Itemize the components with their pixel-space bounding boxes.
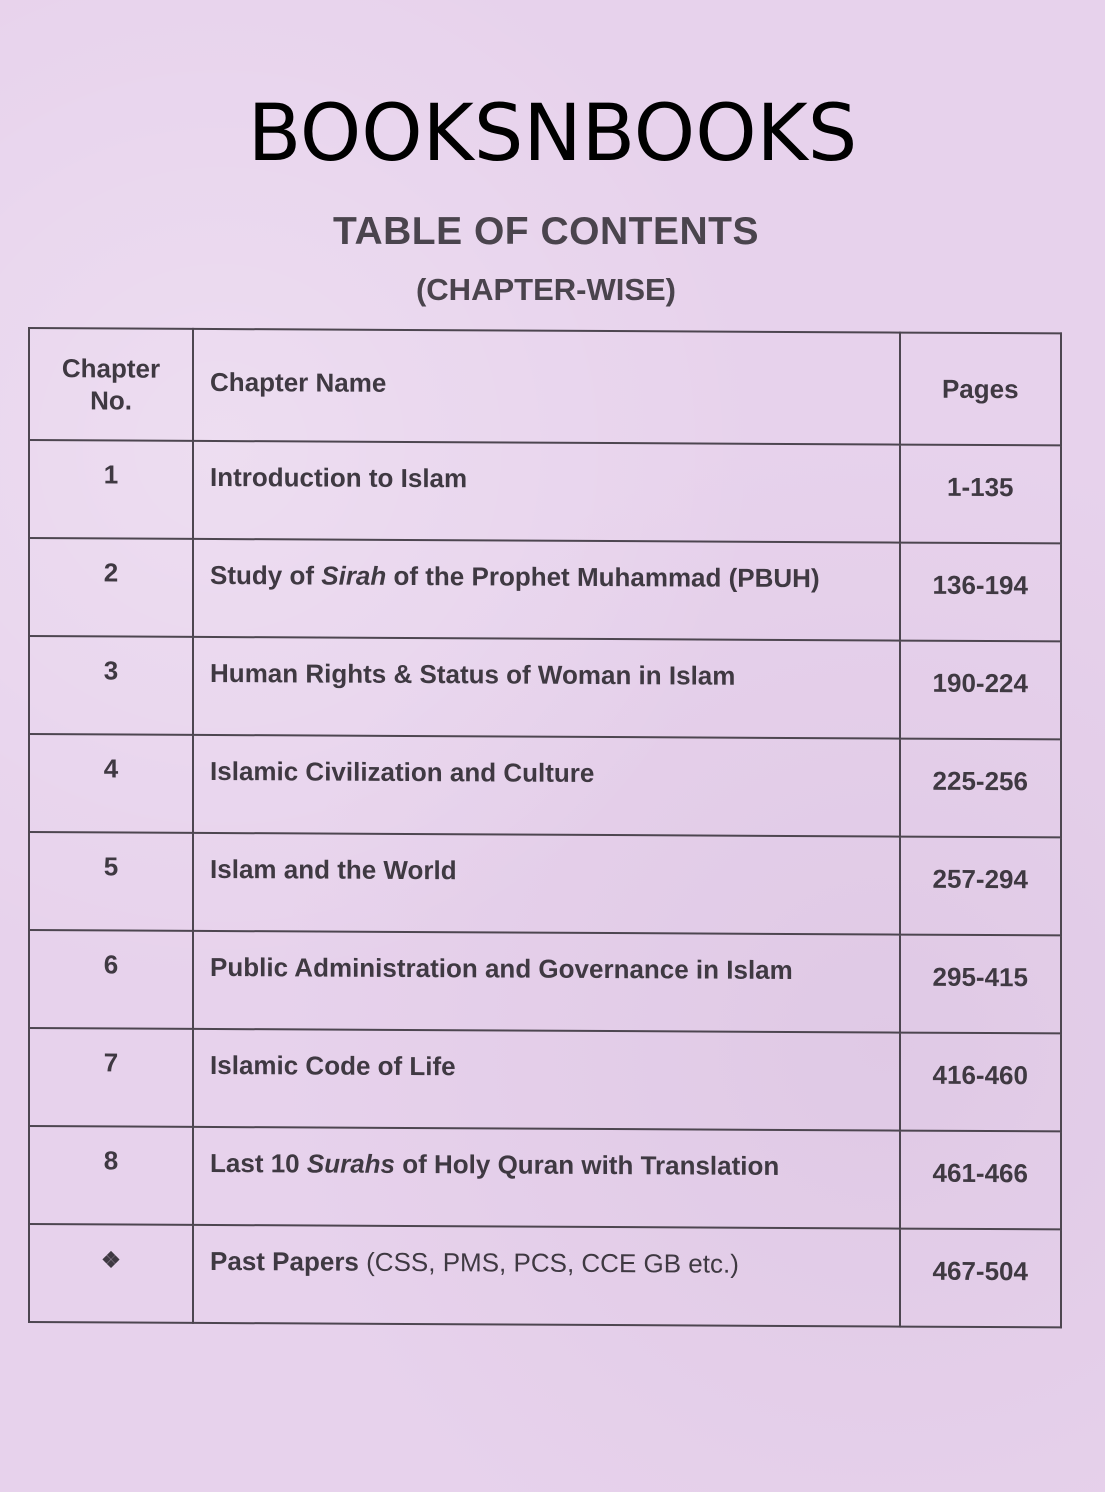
chapter-name-italic: Sirah [321,560,387,591]
chapter-name-italic: Surahs [306,1148,396,1179]
chapter-number: 1 [29,440,193,539]
chapter-pages: 1-135 [900,445,1061,544]
toc-title: TABLE OF CONTENTS [333,210,759,253]
chapter-name-part: Past Papers [210,1245,359,1277]
chapter-number: 6 [29,930,193,1029]
table-row [29,538,1061,641]
table-row [29,734,1061,837]
chapter-name-normal: (CSS, PMS, PCS, CCE GB etc.) [358,1246,739,1279]
chapter-number: 5 [29,832,193,931]
chapter-pages: 225-256 [900,739,1061,838]
table-row [29,1028,1061,1131]
header-chapter-no-line2: No. [90,385,132,416]
table-row [29,832,1061,935]
chapter-name: Introduction to Islam [193,441,900,543]
diamond-bullet-icon: ❖ [101,1247,121,1273]
chapter-name: Public Administration and Governance in Islam [193,931,900,1033]
chapter-pages: 416-460 [900,1033,1061,1132]
chapter-name-part: Last 10 [210,1147,307,1179]
chapter-name-part: of Holy Quran with Translation [395,1148,780,1181]
chapter-pages: 467-504 [900,1229,1061,1328]
chapter-pages: 190-224 [900,641,1061,740]
chapter-pages: 295-415 [900,935,1061,1034]
chapter-number: 3 [29,636,193,735]
chapter-pages: 136-194 [900,543,1061,642]
chapter-name: Islam and the World [193,833,900,935]
chapter-number [29,1224,193,1323]
chapter-pages: 257-294 [900,837,1061,936]
chapter-number: 8 [29,1126,193,1225]
table-header-row [29,328,1061,445]
header-chapter-no-line1: Chapter [61,353,161,384]
table-row [29,440,1061,543]
table-row [29,636,1061,739]
table-row [29,1224,1061,1327]
brand-title: BOOKSNBOOKS [247,89,858,179]
contents-table [28,327,1062,1328]
chapter-pages: 461-466 [900,1131,1061,1230]
header-pages: Pages [900,333,1061,446]
chapter-name-part: Study of [210,559,322,591]
toc-subtitle: (CHAPTER-WISE) [415,272,677,307]
chapter-name [193,1225,900,1327]
header-chapter-name: Chapter Name [193,329,900,445]
table-row [29,930,1061,1033]
chapter-number: 2 [29,538,193,637]
chapter-number: 7 [29,1028,193,1127]
table-row [29,1126,1061,1229]
chapter-name: Islamic Code of Life [193,1029,900,1131]
chapter-name: Islamic Civilization and Culture [193,735,900,837]
chapter-name [193,539,900,641]
header-chapter-no [29,328,193,441]
chapter-name [193,1127,900,1229]
chapter-name: Human Rights & Status of Woman in Islam [193,637,900,739]
chapter-number: 4 [29,734,193,833]
chapter-name-part: of the Prophet Muhammad (PBUH) [386,560,820,594]
